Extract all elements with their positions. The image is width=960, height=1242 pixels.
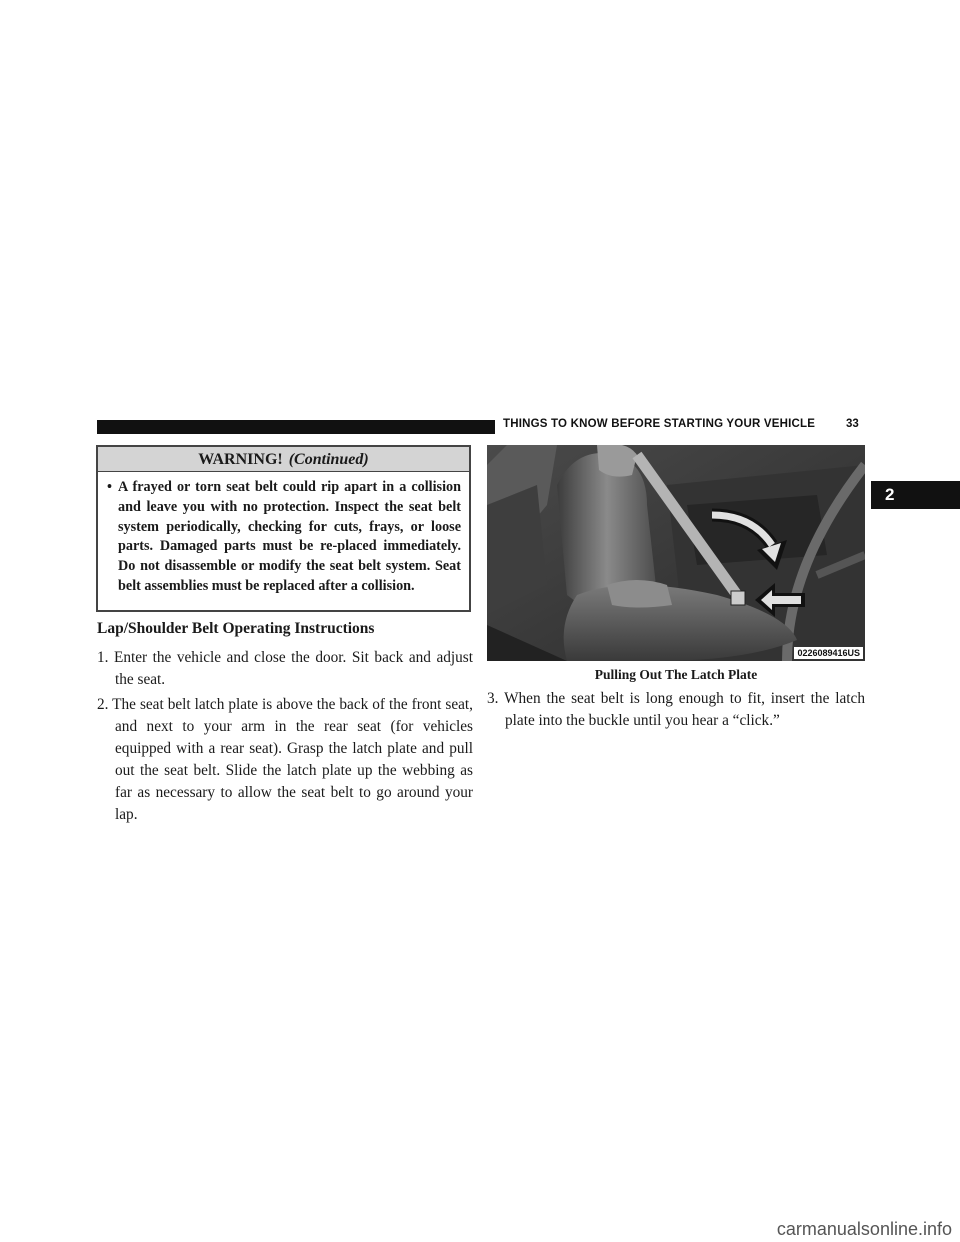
step-3: 3. When the seat belt is long enough to fit, insert the latch plate into the buckle until you hear a “click.”: [487, 690, 865, 729]
warning-continued: (Continued): [288, 451, 369, 468]
chapter-tab: 2: [871, 481, 960, 509]
warning-header: [98, 447, 469, 472]
figure-caption: Pulling Out The Latch Plate: [594, 667, 758, 682]
warning-box: [96, 445, 471, 612]
bullet-icon: •: [107, 479, 112, 495]
header-rule: [97, 420, 495, 434]
image-code: 0226089416US: [794, 647, 863, 659]
latch-plate-photo: [487, 445, 865, 661]
step-1: 1. Enter the vehicle and close the door. Sit back and adjust the seat.: [97, 649, 473, 688]
page-number: 33: [846, 418, 859, 430]
car-interior-illustration: [487, 445, 865, 661]
warning-body: [98, 472, 469, 597]
section-heading: Lap/Shoulder Belt Operating Instructions: [97, 620, 375, 637]
running-title: THINGS TO KNOW BEFORE STARTING YOUR VEHICLE: [503, 418, 816, 430]
watermark: carmanualsonline.info: [776, 1219, 952, 1239]
step-2: 2. The seat belt latch plate is above the back of the front seat, and next to your arm in the rear seat (for vehicles equipped with a rear seat). Grasp the latch plate and pull out the seat belt. Slide the latch plate up the webbing as far as necessary to allow the seat belt to go around your lap.: [97, 696, 473, 823]
warning-heading: WARNING!: [198, 451, 283, 468]
warning-text: A frayed or torn seat belt could rip apart in a collision and leave you with no protection. Inspect the seat belt system periodically, checking for cuts, frays, or loose parts. Damaged parts must be re-placed immediately. Do not disassemble or modify the seat belt system. Seat belt assemblies must be replaced after a collision.: [118, 479, 461, 594]
